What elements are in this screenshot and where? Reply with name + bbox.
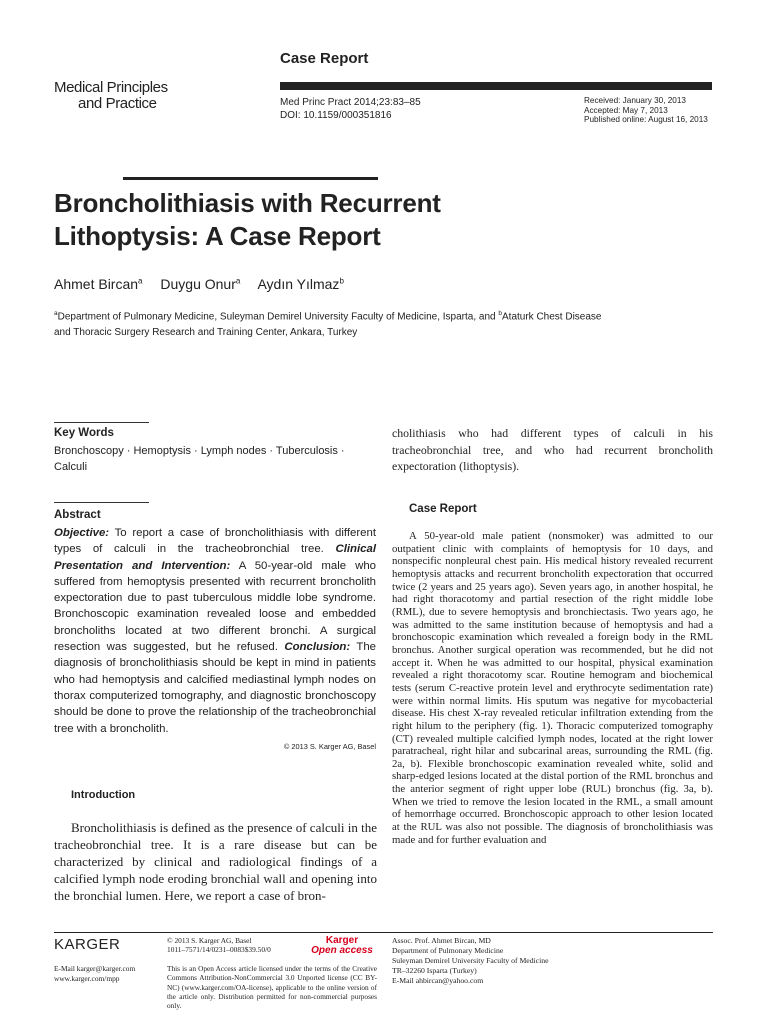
correspondence-city: TR–32260 Isparta (Turkey) <box>392 965 477 975</box>
abstract-objective-text: To report a case of broncholithiasis with different types of calculi in the tracheobronchial tree. <box>54 527 376 556</box>
abstract-copyright: © 2013 S. Karger AG, Basel <box>283 742 376 751</box>
abstract-body <box>54 525 376 737</box>
article-title <box>54 187 534 253</box>
author-name: Ahmet Bircan <box>54 276 139 292</box>
keywords-text: Bronchoscopy · Hemoptysis · Lymph nodes · Tuberculosis · Calculi <box>54 445 345 473</box>
affiliation-mark: a <box>54 310 58 317</box>
issn-line: 1011–7571/14/0231–0083$39.50/0 <box>167 945 271 954</box>
case-report-body: A 50-year-old male patient (nonsmoker) was admitted to our outpatient clinic with complaints of hemoptysis for 10 days, and nonspecific nonpleural chest pain. His medical history revealed recurrent hemoptysis attacks and recurrent broncholith expectoration that occurred twice (2 years and 25 years ago). Seven years ago, in another hospital, he had right thoracotomy and partial resection of the right middle lobe (RML), due to severe hemoptysis and bronchiectasis. Two years ago, he was admitted to the same institution because of hemoptysis and had a bronchoscopic examination which revealed a foreign body in the RML bronchus. Another surgical operation was recommended, but he did not accept it. When he was admitted to our hospital, physical examination revealed a right thoracotomy scar. Routine hemogram and biochemical tests (serum C-reactive protein level and erythrocyte sedimentation rate) were within normal limits. His sputum was negative for mycobacterial disease. His chest X-ray revealed reticular infiltration extending from the right hilum to the periphery (fig. 1). Thoracic computerized tomography (CT) revealed multiple calcified lymph nodes, located at the right lower paratracheal, right hilar and subcarinal areas, surrounding the RML (fig. 2a, b). Flexible bronchoscopic examination revealed white, solid and sharp-edged lesions located at the distal portion of the RML bronchus and the anterior segment of right upper lobe (RUL) bronchus (fig. 3a, b). When we tried to remove the lesion located in the RML, a small amount of hemorrhage occurred. Bronchoscopic approach to other lesion located at the RUL was also not possible. The diagnosis of broncholithiasis was made and for further evaluation and <box>392 530 713 846</box>
header-rule <box>280 82 712 90</box>
affiliation-text: Ataturk Chest Disease and Thoracic Surgery Research and Training Center, Ankara, Turkey <box>54 311 602 339</box>
author <box>54 276 143 292</box>
continuation-paragraph: cholithiasis who had different types of calculi in his tracheobronchial tree, and who had recurrent broncholith expectoration (lithoptysis). <box>392 426 713 473</box>
copyright-block <box>167 936 307 954</box>
author-affiliation-mark: a <box>138 276 143 286</box>
affiliation-text: Department of Pulmonary Medicine, Suleyman Demirel University Faculty of Medicine, Isparta, and <box>57 311 499 323</box>
introduction-body: Broncholithiasis is defined as the presence of calculi in the tracheobronchial tree. It is a rare disease but can be characterized by clinical and radiological findings of a calcified lymph node eroding bronchial wall and opening into the bronchial lumen. Here, we report a case of bron- <box>54 820 377 903</box>
citation-line: Med Princ Pract 2014;23:83–85 <box>280 97 421 108</box>
title-line: Lithoptysis: A Case Report <box>54 221 381 251</box>
keywords-heading: Key Words <box>54 427 114 439</box>
abstract-heading: Abstract <box>54 509 101 521</box>
copyright-line: © 2013 S. Karger AG, Basel <box>167 936 252 945</box>
abstract-rule <box>54 502 149 503</box>
abstract-objective-label: Objective: <box>54 527 110 539</box>
accepted-date: Accepted: May 7, 2013 <box>584 105 668 115</box>
introduction-heading: Introduction <box>71 789 136 801</box>
author-list <box>54 276 358 292</box>
abstract-conclusion-text: The diagnosis of broncholithiasis should be kept in mind in patients who had hemoptysis and calcified mediastinal lymph nodes on thorax computerized tomography, and diagnostic bronchoscopy should be done to prove the relationship of the tracheobronchial tree with a broncholith. <box>54 641 376 735</box>
keywords-rule <box>54 422 149 423</box>
journal-logo-line2: and Practice <box>78 95 157 112</box>
author <box>160 276 240 292</box>
publisher-email: E-Mail karger@karger.com <box>54 964 136 973</box>
received-date: Received: January 30, 2013 <box>584 96 686 105</box>
citation <box>280 96 421 122</box>
correspondence-university: Suleyman Demirel University Faculty of Medicine <box>392 955 549 965</box>
title-line: Broncholithiasis with Recurrent <box>54 188 441 218</box>
abstract-presentation-text: A 50-year-old male who suffered from hemoptysis presented with recurrent broncholith expectoration due to past tuberculous middle lobe syndrome. Bronchoscopic examination revealed loose and embedded broncholiths located at two different bronchi. A surgical resection was suggested, but he refused. <box>54 559 377 654</box>
journal-logo-line1: Medical Principles <box>54 79 168 96</box>
footer-rule <box>54 932 713 933</box>
publisher-logo: KARGER <box>54 936 121 953</box>
publisher-contact <box>54 964 164 983</box>
affiliation-mark: b <box>498 310 502 317</box>
author-name: Duygu Onur <box>160 276 236 292</box>
author <box>257 276 343 292</box>
title-rule <box>123 177 378 180</box>
abstract-conclusion-label: Conclusion: <box>284 641 351 654</box>
correspondence-department: Department of Pulmonary Medicine <box>392 945 504 955</box>
correspondence-address <box>392 936 652 986</box>
case-report-heading: Case Report <box>409 503 477 515</box>
license-text: This is an Open Access article licensed under the terms of the Creative Commons Attribution-NonCommercial 3.0 Unported license (CC BY-NC) (www.karger.com/OA-license), applicable to the online version of the article only. Distribution permitted for non-commercial purposes only. <box>167 964 377 1010</box>
open-access-logo <box>307 936 377 956</box>
publisher-website-link[interactable]: www.karger.com/mpp <box>54 973 120 983</box>
author-affiliation-mark: b <box>339 276 344 286</box>
author-affiliation-mark: a <box>235 276 241 286</box>
author-name: Aydın Yılmaz <box>257 276 340 292</box>
publication-dates <box>584 96 708 125</box>
correspondence-name: Assoc. Prof. Ahmet Bircan, MD <box>392 936 491 945</box>
doi-line: DOI: 10.1159/000351816 <box>280 110 392 121</box>
open-access-logo-line1: Karger <box>325 935 359 946</box>
section-label: Case Report <box>280 50 369 67</box>
correspondence-email: E-Mail ahbircan@yahoo.com <box>392 975 484 985</box>
affiliations <box>54 306 614 341</box>
published-date: Published online: August 16, 2013 <box>584 115 708 125</box>
abstract-presentation-label: Clinical Presentation and Intervention: <box>54 543 376 572</box>
open-access-logo-line2: Open access <box>311 945 373 956</box>
journal-logo <box>54 80 174 112</box>
